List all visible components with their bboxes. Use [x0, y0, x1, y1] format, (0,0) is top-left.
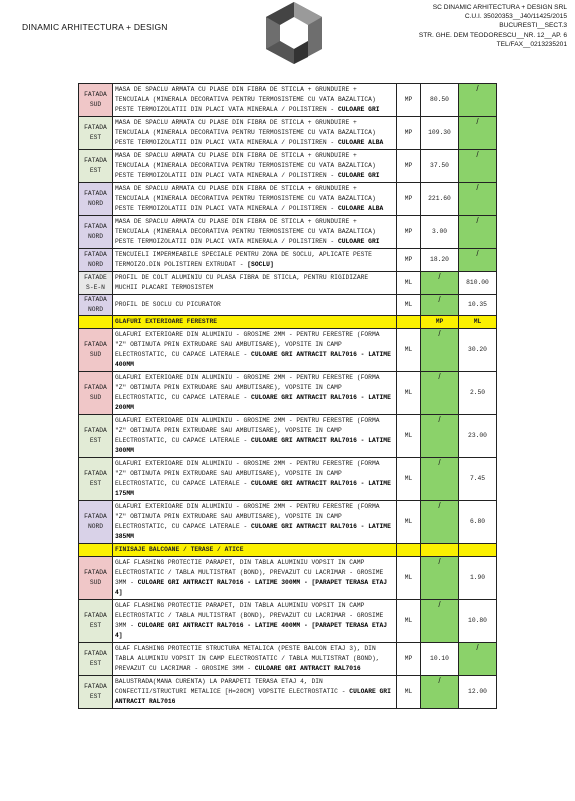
table-row — [79, 272, 497, 295]
table-row — [79, 643, 497, 676]
unit-cell: ML — [397, 329, 421, 372]
empty-marker: / — [438, 372, 441, 381]
table-row — [79, 150, 497, 183]
item-description — [113, 295, 397, 316]
page-header — [0, 0, 575, 80]
description-text: MASA DE SPACLU ARMATA CU PLASE DIN FIBRA DE STICLA + GRUNDUIRE + TENCUIALA (MINERALA DECORATIVA PENTRU TERMOSISTEME CU VATA BAZALTICA) PESTE TERMOIZOLATII DIN PLACI VATA MINERALA / POLISTIREN - — [115, 218, 376, 245]
unit-cell: ML — [397, 458, 421, 501]
empty-marker: / — [438, 295, 441, 304]
description-emphasis: CULOARE GRI ANTRACIT RAL7016 - LATIME 400MM - [PARAPET TERASA ETAJ 4] — [115, 622, 388, 639]
empty-marker: / — [476, 216, 479, 225]
item-description — [113, 117, 397, 150]
facade-label — [79, 329, 113, 372]
company-line: STR. GHE. DEM TEODORESCU__NR. 12__AP. 6 — [418, 31, 567, 39]
description-text: MASA DE SPACLU ARMATA CU PLASE DIN FIBRA DE STICLA + GRUNDUIRE + TENCUIALA (MINERALA DECORATIVA PENTRU TERMOSISTEME CU VATA BAZALTICA) PESTE TERMOIZOLATII DIN PLACI VATA MINERALA / POLISTIREN - — [115, 185, 376, 212]
facade-label-line: FATADA — [84, 91, 107, 98]
unit-cell: ML — [397, 600, 421, 643]
item-description — [113, 150, 397, 183]
company-logo — [262, 0, 326, 66]
facade-label-line: FATADA — [84, 251, 107, 258]
description-text: MASA DE SPACLU ARMATA CU PLASE DIN FIBRA DE STICLA + GRUNDUIRE + TENCUIALA (MINERALA DECORATIVA PENTRU TERMOSISTEME CU VATA BAZALTICA) PESTE TERMOIZOLATII DIN PLACI VATA MINERALA / POLISTIREN - — [115, 119, 376, 146]
description-emphasis: CULOARE GRI ANTRACIT RAL7016 - LATIME 400MM — [115, 351, 391, 368]
description-text: GLAF FLASHING PROTECTIE PARAPET, DIN TABLA ALUMINIU VOPSIT IN CAMP ELECTROSTATIC / TABLA MULTISTRAT (BOND), PREVAZUT CU LACRIMAR - GROSIME 3MM - — [115, 602, 384, 629]
table-row — [79, 249, 497, 272]
quantity-mp — [421, 372, 459, 415]
quantity-ml — [459, 216, 497, 249]
specifications-table — [78, 83, 497, 709]
item-description — [113, 643, 397, 676]
quantity-mp: 3.00 — [421, 216, 459, 249]
quantity-ml-header — [459, 544, 497, 557]
table-row — [79, 183, 497, 216]
facade-label — [79, 458, 113, 501]
table-row — [79, 501, 497, 544]
empty-marker: / — [476, 643, 479, 652]
quantity-ml-header: ML — [459, 316, 497, 329]
item-description — [113, 676, 397, 709]
table-row — [79, 216, 497, 249]
section-title: FINISAJE BALCOANE / TERASE / ATICE — [113, 544, 397, 557]
unit-cell: MP — [397, 643, 421, 676]
quantity-ml: 2.50 — [459, 372, 497, 415]
description-emphasis: CULOARE GRI ANTRACIT RAL7016 — [115, 688, 391, 705]
facade-label — [79, 415, 113, 458]
quantity-ml: 23.00 — [459, 415, 497, 458]
unit-cell: MP — [397, 84, 421, 117]
facade-label-line: NORD — [87, 261, 104, 268]
table-row — [79, 329, 497, 372]
facade-label-line: FATADA — [84, 124, 107, 131]
unit-cell: ML — [397, 557, 421, 600]
empty-marker: / — [476, 84, 479, 93]
facade-label — [79, 557, 113, 600]
item-description — [113, 216, 397, 249]
empty-marker: / — [438, 329, 441, 338]
description-text: PROFIL DE COLT ALUMINIU CU PLASA FIBRA DE STICLA, PENTRU RIGIDIZARE MUCHII PLACARI TERMOSISTEM — [115, 274, 369, 291]
section-header-row — [79, 316, 497, 329]
quantity-ml — [459, 117, 497, 150]
quantity-ml: 12.00 — [459, 676, 497, 709]
unit-cell: ML — [397, 295, 421, 316]
item-description — [113, 183, 397, 216]
face-cell — [79, 544, 113, 557]
facade-label-line: NORD — [87, 306, 104, 313]
quantity-ml: 810.00 — [459, 272, 497, 295]
empty-marker: / — [438, 415, 441, 424]
empty-marker: / — [476, 249, 479, 258]
description-text: GLAFURI EXTERIOARE DIN ALUMINIU - GROSIME 2MM - PENTRU FERESTRE (FORMA "Z" OBTINUTA PRIN EXTRUDARE SAU AMBUTISARE), VOPSITE IN CAMP ELECTROSTATIC, CU CAPACE LATERALE - — [115, 331, 380, 358]
unit-cell — [397, 544, 421, 557]
empty-marker: / — [476, 117, 479, 126]
company-line: SC DINAMIC ARHITECTURA + DESIGN SRL — [432, 4, 567, 11]
facade-label-line: EST — [89, 480, 102, 487]
facade-label-line: FATADA — [84, 384, 107, 391]
brand-name: DINAMIC ARHITECTURA + DESIGN — [22, 22, 168, 32]
facade-label-line: SUD — [89, 351, 102, 358]
description-text: TENCUIELI IMPERMEABILE SPECIALE PENTRU ZONA DE SOCLU, APLICATE PESTE TERMOIZO.DIN POLISTIREN EXTRUDAT - — [115, 251, 372, 268]
facade-label — [79, 183, 113, 216]
specifications-body — [79, 84, 497, 709]
facade-label-line: FATADA — [84, 513, 107, 520]
table-row — [79, 458, 497, 501]
description-emphasis: CULOARE GRI — [337, 106, 380, 113]
description-text: GLAF FLASHING PROTECTIE PARAPET, DIN TABLA ALUMINIU VOPSIT IN CAMP ELECTROSTATIC / TABLA MULTISTRAT (BOND), PREVAZUT CU LACRIMAR - GROSIME 3MM - — [115, 559, 384, 586]
quantity-mp — [421, 600, 459, 643]
facade-label-line: FATADA — [84, 683, 107, 690]
item-description — [113, 272, 397, 295]
quantity-ml — [459, 150, 497, 183]
unit-cell — [397, 316, 421, 329]
description-emphasis: CULOARE GRI ANTRACIT RAL7016 - LATIME 175MM — [115, 480, 391, 497]
facade-label — [79, 643, 113, 676]
table-row — [79, 600, 497, 643]
description-text: GLAF FLASHING PROTECTIE STRUCTURA METALICA (PESTE BALCON ETAJ 3), DIN TABLA ALUMINIU VOPSIT IN CAMP ELECTROSTATIC / TABLA MULTISTRAT (BOND), PREVAZUT CU LACRIMAR - GROSIME 3MM - — [115, 645, 380, 672]
facade-label — [79, 216, 113, 249]
empty-marker: / — [476, 183, 479, 192]
facade-label — [79, 150, 113, 183]
facade-label-line: SUD — [89, 101, 102, 108]
facade-label-line: S-E-N — [86, 284, 105, 291]
facade-label-line: EST — [89, 437, 102, 444]
facade-label-line: SUD — [89, 579, 102, 586]
item-description — [113, 415, 397, 458]
facade-label-line: FATADA — [84, 569, 107, 576]
facade-label-line: FATADA — [84, 223, 107, 230]
facade-label-line: FATADA — [84, 190, 107, 197]
quantity-mp-header: MP — [421, 316, 459, 329]
unit-cell: MP — [397, 183, 421, 216]
unit-cell: MP — [397, 216, 421, 249]
facade-label-line: SUD — [89, 394, 102, 401]
quantity-mp — [421, 501, 459, 544]
description-emphasis: CULOARE ALBA — [337, 139, 384, 146]
facade-label-line: FATADA — [84, 296, 107, 303]
unit-cell: MP — [397, 150, 421, 183]
quantity-mp: 18.20 — [421, 249, 459, 272]
unit-cell: ML — [397, 501, 421, 544]
facade-label-line: EST — [89, 693, 102, 700]
unit-cell: MP — [397, 249, 421, 272]
table-row — [79, 84, 497, 117]
description-text: GLAFURI EXTERIOARE DIN ALUMINIU - GROSIME 2MM - PENTRU FERESTRE (FORMA "Z" OBTINUTA PRIN EXTRUDARE SAU AMBUTISARE), VOPSITE IN CAMP ELECTROSTATIC, CU CAPACE LATERALE - — [115, 374, 380, 401]
quantity-mp — [421, 295, 459, 316]
description-text: BALUSTRADA(MANA CURENTA) LA PARAPETI TERASA ETAJ 4, DIN CONFECTII/STRUCTURI METALICE [H=20CM] VOPSITE ELECTROSTATIC - — [115, 678, 350, 695]
company-info — [419, 3, 567, 49]
quantity-ml: 10.80 — [459, 600, 497, 643]
facade-label-line: NORD — [87, 233, 104, 240]
item-description — [113, 329, 397, 372]
description-text: MASA DE SPACLU ARMATA CU PLASE DIN FIBRA DE STICLA + GRUNDUIRE + TENCUIALA (MINERALA DECORATIVA PENTRU TERMOSISTEME CU VATA BAZALTICA) PESTE TERMOIZOLATII DIN PLACI VATA MINERALA / POLISTIREN - — [115, 86, 376, 113]
item-description — [113, 372, 397, 415]
quantity-ml — [459, 183, 497, 216]
table-row — [79, 372, 497, 415]
quantity-ml: 1.90 — [459, 557, 497, 600]
description-emphasis: CULOARE GRI ANTRACIT RAL7016 - LATIME 300MM — [115, 437, 391, 454]
quantity-mp-header — [421, 544, 459, 557]
facade-label — [79, 84, 113, 117]
facade-label-line: EST — [89, 134, 102, 141]
facade-label — [79, 372, 113, 415]
empty-marker: / — [438, 458, 441, 467]
unit-cell: ML — [397, 372, 421, 415]
description-emphasis: CULOARE ALBA — [337, 205, 384, 212]
facade-label-line: FATADA — [84, 650, 107, 657]
item-description — [113, 501, 397, 544]
quantity-mp — [421, 557, 459, 600]
quantity-mp — [421, 458, 459, 501]
description-emphasis: CULOARE GRI ANTRACIT RAL7016 - LATIME 200MM — [115, 394, 391, 411]
face-cell — [79, 316, 113, 329]
empty-marker: / — [438, 557, 441, 566]
unit-cell: ML — [397, 272, 421, 295]
section-title: GLAFURI EXTERIOARE FERESTRE — [113, 316, 397, 329]
description-emphasis: CULOARE GRI ANTRACIT RAL7016 — [254, 665, 361, 672]
company-line: TEL/FAX__0213235201 — [496, 40, 567, 48]
description-text: GLAFURI EXTERIOARE DIN ALUMINIU - GROSIME 2MM - PENTRU FERESTRE (FORMA "Z" OBTINUTA PRIN EXTRUDARE SAU AMBUTISARE), VOPSITE IN CAMP ELECTROSTATIC, CU CAPACE LATERALE - — [115, 503, 380, 530]
empty-marker: / — [438, 501, 441, 510]
facade-label-line: FATADA — [84, 157, 107, 164]
quantity-ml: 30.20 — [459, 329, 497, 372]
company-line: BUCURESTI__SECT.3 — [499, 22, 567, 30]
facade-label — [79, 600, 113, 643]
table-row — [79, 117, 497, 150]
quantity-mp: 37.50 — [421, 150, 459, 183]
quantity-mp — [421, 676, 459, 709]
item-description — [113, 600, 397, 643]
description-text: GLAFURI EXTERIOARE DIN ALUMINIU - GROSIME 2MM - PENTRU FERESTRE (FORMA "Z" OBTINUTA PRIN EXTRUDARE SAU AMBUTISARE), VOPSITE IN CAMP ELECTROSTATIC, CU CAPACE LATERALE - — [115, 460, 380, 487]
facade-label — [79, 295, 113, 316]
item-description — [113, 84, 397, 117]
facade-label-line: FATADA — [84, 612, 107, 619]
facade-label-line: FATADA — [84, 470, 107, 477]
quantity-mp — [421, 272, 459, 295]
description-text: GLAFURI EXTERIOARE DIN ALUMINIU - GROSIME 2MM - PENTRU FERESTRE (FORMA "Z" OBTINUTA PRIN EXTRUDARE SAU AMBUTISARE), VOPSITE IN CAMP ELECTROSTATIC, CU CAPACE LATERALE - — [115, 417, 380, 444]
facade-label-line: FATADE — [84, 274, 107, 281]
quantity-ml — [459, 249, 497, 272]
empty-marker: / — [438, 600, 441, 609]
description-emphasis: [SOCLU] — [247, 261, 274, 268]
quantity-mp: 109.30 — [421, 117, 459, 150]
empty-marker: / — [438, 272, 441, 281]
unit-cell: ML — [397, 415, 421, 458]
facade-label — [79, 676, 113, 709]
quantity-ml: 10.35 — [459, 295, 497, 316]
quantity-mp — [421, 329, 459, 372]
table-row — [79, 676, 497, 709]
quantity-ml: 6.80 — [459, 501, 497, 544]
facade-label — [79, 117, 113, 150]
description-emphasis: CULOARE GRI — [337, 172, 380, 179]
quantity-mp — [421, 415, 459, 458]
empty-marker: / — [476, 150, 479, 159]
facade-label-line: FATADA — [84, 341, 107, 348]
table-row — [79, 295, 497, 316]
table-row — [79, 415, 497, 458]
facade-label — [79, 501, 113, 544]
description-emphasis: CULOARE GRI ANTRACIT RAL7016 - LATIME 385MM — [115, 523, 391, 540]
description-text: MASA DE SPACLU ARMATA CU PLASE DIN FIBRA DE STICLA + GRUNDUIRE + TENCUIALA (MINERALA DECORATIVA PENTRU TERMOSISTEME CU VATA BAZALTICA) PESTE TERMOIZOLATII DIN PLACI VATA MINERALA / POLISTIREN - — [115, 152, 376, 179]
unit-cell: MP — [397, 117, 421, 150]
table-row — [79, 557, 497, 600]
quantity-ml — [459, 84, 497, 117]
quantity-ml — [459, 643, 497, 676]
quantity-mp: 80.50 — [421, 84, 459, 117]
quantity-mp: 10.10 — [421, 643, 459, 676]
item-description — [113, 249, 397, 272]
item-description — [113, 458, 397, 501]
facade-label-line: NORD — [87, 523, 104, 530]
quantity-ml: 7.45 — [459, 458, 497, 501]
description-text: PROFIL DE SOCLU CU PICURATOR — [115, 301, 221, 308]
quantity-mp: 221.60 — [421, 183, 459, 216]
section-header-row — [79, 544, 497, 557]
empty-marker: / — [438, 676, 441, 685]
unit-cell: ML — [397, 676, 421, 709]
item-description — [113, 557, 397, 600]
company-line: C.U.I. 35020353__J40/11425/2015 — [464, 13, 567, 21]
facade-label-line: EST — [89, 660, 102, 667]
description-emphasis: CULOARE GRI ANTRACIT RAL7016 - LATIME 300MM - [PARAPET TERASA ETAJ 4] — [115, 579, 388, 596]
facade-label — [79, 249, 113, 272]
facade-label-line: NORD — [87, 200, 104, 207]
facade-label — [79, 272, 113, 295]
description-emphasis: CULOARE GRI — [337, 238, 380, 245]
facade-label-line: EST — [89, 167, 102, 174]
facade-label-line: EST — [89, 622, 102, 629]
facade-label-line: FATADA — [84, 427, 107, 434]
